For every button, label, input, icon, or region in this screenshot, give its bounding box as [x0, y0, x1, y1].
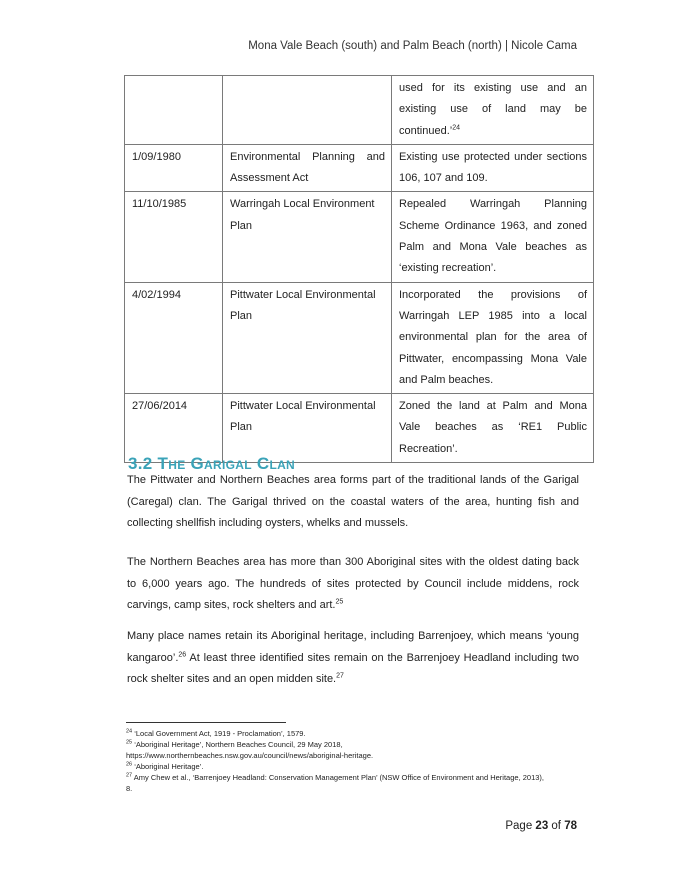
total-pages: 78 — [564, 820, 577, 832]
footnote-text: Amy Chew et al., ‘Barrenjoey Headland: Conservation Management Plan’ (NSW Office of Environment and Heritage, 2013), — [132, 773, 544, 782]
paragraph-text: At least three identified sites remain on the Barrenjoey Headland including two rock shelter sites and an open midden site. — [127, 651, 579, 686]
footnote-number: 26 — [126, 761, 133, 768]
current-page: 23 — [535, 820, 549, 832]
paragraph-text: Many place names retain its Aboriginal heritage, including Barrenjoey, which means ‘young kangaroo’. — [127, 630, 579, 664]
footnote-text: 8. — [126, 784, 133, 793]
table-cell-effect: Existing use protected under sections 106, 107 and 109. — [392, 144, 594, 192]
table-row — [125, 76, 594, 145]
paragraph-text: The Northern Beaches area has more than 300 Aboriginal sites with the oldest dating back to 6,000 years ago. The hundreds of sites protected by Council include middens, rock carvings, camp sites, rock shelters and art. — [127, 556, 579, 612]
running-header: Mona Vale Beach (south) and Palm Beach (north) | Nicole Cama — [248, 40, 577, 52]
table-row — [125, 282, 594, 393]
table-cell-effect: Zoned the land at Palm and Mona Vale beaches as ‘RE1 Public Recreation’. — [392, 394, 594, 463]
page-number — [505, 820, 577, 832]
planning-history-table — [124, 75, 594, 463]
footnote — [126, 739, 596, 750]
table-cell-effect — [392, 76, 594, 145]
table-cell-instrument: Pittwater Local Environmental Plan — [223, 394, 392, 463]
footnote — [126, 750, 596, 761]
table-cell-date: 4/02/1994 — [125, 282, 223, 393]
footnote-link[interactable]: https://www.northernbeaches.nsw.gov.au/council/news/aboriginal-heritage. — [126, 751, 374, 760]
paragraph — [127, 470, 579, 535]
page-of: of — [548, 820, 565, 832]
footnote-text: ‘Local Government Act, 1919 - Proclamation’, 1579. — [132, 729, 306, 738]
table-cell-date — [125, 76, 223, 145]
footnote — [126, 728, 596, 739]
footnote-ref[interactable]: 24 — [452, 123, 461, 131]
table-cell-instrument — [223, 76, 392, 145]
footnote-ref[interactable]: 27 — [336, 672, 344, 680]
page-prefix: Page — [505, 820, 536, 832]
footnote-divider — [126, 722, 286, 723]
footnotes — [126, 728, 596, 794]
table-row — [125, 192, 594, 282]
table-cell-instrument: Pittwater Local Environmental Plan — [223, 282, 392, 393]
table-cell-date: 1/09/1980 — [125, 144, 223, 192]
table-cell-date: 11/10/1985 — [125, 192, 223, 282]
footnote-text: ‘Aboriginal Heritage’, Northern Beaches Council, 29 May 2018, — [132, 740, 343, 749]
footnote-number: 25 — [126, 739, 133, 746]
footnote-ref[interactable]: 25 — [335, 598, 344, 606]
paragraph-text: The Pittwater and Northern Beaches area forms part of the traditional lands of the Garigal (Caregal) clan. The Garigal thrived on the coastal waters of the area, hunting fish and collecting shellfish including oysters, whelks and mussels. — [127, 474, 579, 530]
table-cell-effect: Repealed Warringah Planning Scheme Ordinance 1963, and zoned Palm and Mona Vale beaches as ‘existing recreation’. — [392, 192, 594, 282]
section-heading: 3.2 The Garigal Clan — [128, 454, 296, 473]
table-cell-instrument: Environmental Planning and Assessment Act — [223, 144, 392, 192]
table-cell-instrument: Warringah Local Environment Plan — [223, 192, 392, 282]
effect-text: used for its existing use and an existing use of land may be continued.’ — [399, 82, 587, 137]
paragraph — [127, 626, 579, 691]
footnote-number: 24 — [126, 728, 133, 735]
paragraph — [127, 552, 579, 617]
footnote-number: 27 — [126, 772, 133, 779]
table-cell-effect: Incorporated the provisions of Warringah LEP 1985 into a local environmental plan for the area of Pittwater, encompassing Mona Vale and Palm beaches. — [392, 282, 594, 393]
table-row — [125, 144, 594, 192]
footnote — [126, 772, 596, 783]
footnote — [126, 783, 596, 794]
footnote-text: ‘Aboriginal Heritage’. — [132, 762, 204, 771]
footnote-ref[interactable]: 26 — [178, 650, 187, 658]
footnote — [126, 761, 596, 772]
table-cell-date: 27/06/2014 — [125, 394, 223, 463]
table-row — [125, 394, 594, 463]
